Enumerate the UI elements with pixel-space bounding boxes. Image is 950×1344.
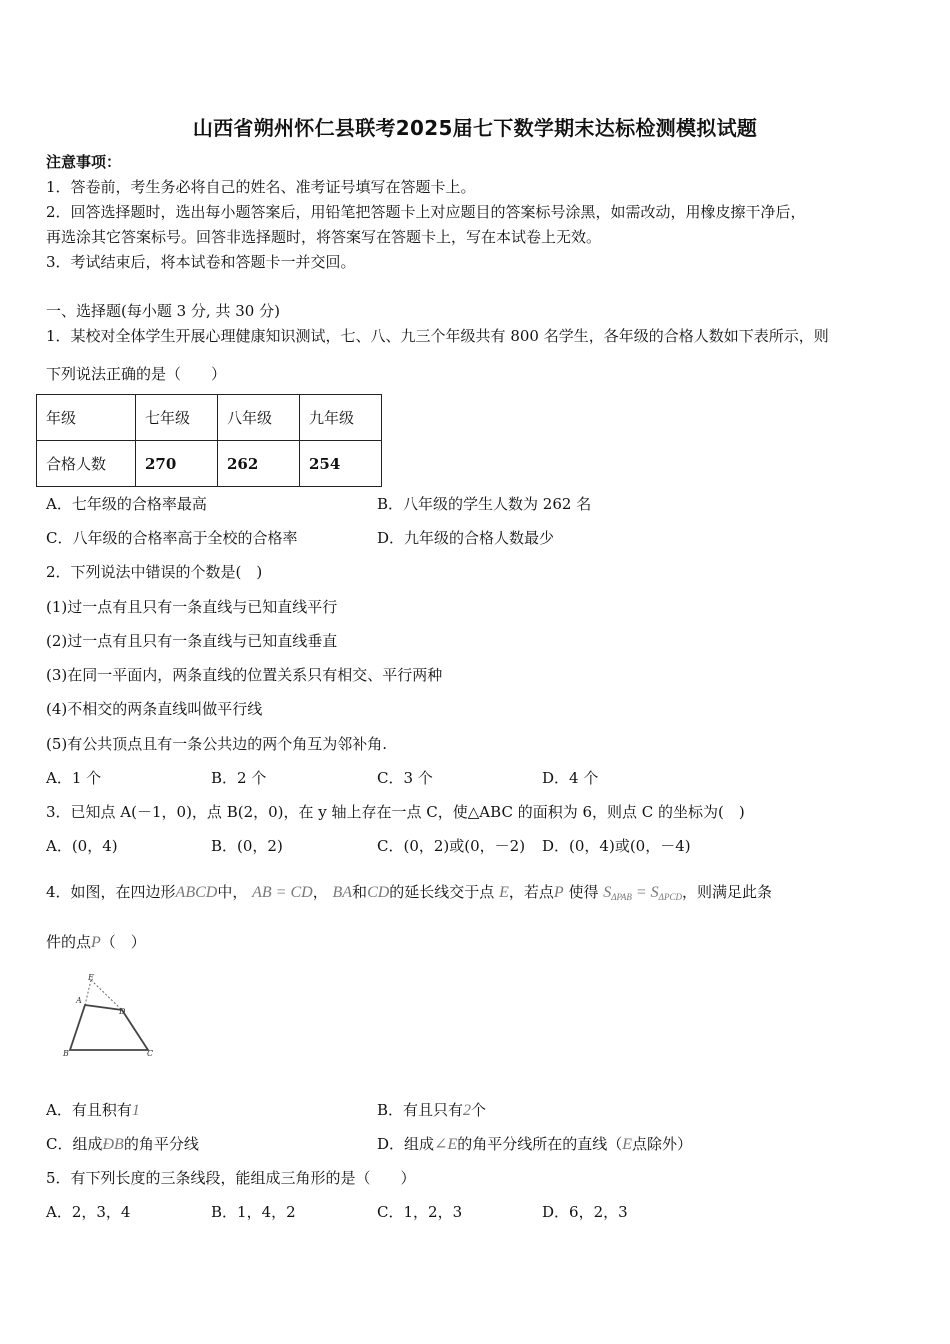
q3-option-d: D．(0，4)或(0，－4) [542, 837, 691, 855]
q1-option-b: B．八年级的学生人数为 262 名 [377, 495, 592, 513]
q4-text: 4．如图，在四边形 [46, 883, 176, 901]
math-s: S [603, 884, 612, 901]
math-ab-eq-cd: AB = CD [252, 884, 313, 901]
math-eq: = S [631, 884, 659, 901]
table-header-row [37, 395, 382, 441]
q4-text: 使得 [568, 883, 599, 901]
q2-option-d: D．4 个 [542, 769, 599, 787]
option-text: 点除外） [632, 1135, 693, 1153]
q4-option-a [46, 1100, 140, 1121]
extension-ba [85, 980, 91, 1005]
q4-text: ，则满足此条 [681, 883, 772, 901]
math-subscript: ΔPAB [611, 892, 632, 902]
q1-stem: 1．某校对全体学生开展心理健康知识测试，七、八、九三个年级共有 800 名学生，各年级的合格人数如下表所示，则 [46, 327, 829, 345]
q2-item: (4)不相交的两条直线叫做平行线 [46, 700, 263, 718]
note-item: 3．考试结束后，将本试卷和答题卡一并交回。 [46, 253, 356, 271]
q3-option-a: A．(0，4) [46, 837, 118, 855]
math-abcd: ABCD [175, 884, 218, 901]
math-subscript: ΔPCD [658, 892, 682, 902]
table-row [37, 441, 382, 487]
q5-option-b: B．1，4，2 [211, 1203, 296, 1221]
q2-option-c: C．3 个 [377, 769, 433, 787]
option-text: 个 [471, 1101, 487, 1119]
note-item: 1．答卷前，考生务必将自己的姓名、准考证号填写在答题卡上。 [46, 178, 476, 196]
math-e: E [622, 1136, 633, 1153]
q5-stem: 5．有下列长度的三条线段，能组成三角形的是（ ） [46, 1169, 416, 1187]
quadrilateral-figure [58, 970, 158, 1062]
q2-stem: 2．下列说法中错误的个数是( ) [46, 563, 263, 581]
q2-item: (3)在同一平面内，两条直线的位置关系只有相交、平行两种 [46, 666, 443, 684]
math-angle-b: ÐB [102, 1136, 124, 1153]
q1-stem-cont: 下列说法正确的是（ ） [46, 365, 227, 383]
q2-option-a: A．1 个 [46, 769, 102, 787]
table-cell: 合格人数 [37, 441, 136, 487]
option-text: 的角平分线 [123, 1135, 199, 1153]
math-one: 1 [131, 1102, 140, 1119]
q1-option-c: C．八年级的合格率高于全校的合格率 [46, 529, 298, 547]
label-b: B [63, 1049, 69, 1058]
notes-heading: 注意事项： [46, 153, 122, 171]
section-heading: 一、选择题(每小题 3 分, 共 30 分) [46, 302, 280, 320]
q4-option-b [377, 1100, 486, 1121]
table-cell: 七年级 [136, 395, 218, 441]
q5-option-d: D．6，2，3 [542, 1203, 628, 1221]
math-p: P [553, 884, 564, 901]
table-cell: 270 [136, 441, 218, 487]
q4-text: ， [312, 883, 328, 901]
table-cell: 年级 [37, 395, 136, 441]
option-text: B．有且只有 [377, 1101, 464, 1119]
exam-title: 山西省朔州怀仁县联考2025届七下数学期末达标检测模拟试题 [192, 116, 758, 140]
q3-option-b: B．(0，2) [211, 837, 283, 855]
option-text: C．组成 [46, 1135, 103, 1153]
q4-text: （ ） [100, 933, 146, 951]
q4-text: 的延长线交于点 [389, 883, 495, 901]
q2-item: (5)有公共顶点且有一条公共边的两个角互为邻补角. [46, 735, 388, 753]
q4-text: 和 [352, 883, 368, 901]
label-a: A [76, 996, 82, 1005]
math-cd: CD [367, 884, 390, 901]
q2-option-b: B．2 个 [211, 769, 267, 787]
math-e: E [499, 884, 509, 901]
math-p: P [91, 934, 101, 951]
q4-option-d [377, 1134, 692, 1155]
q2-item: (1)过一点有且只有一条直线与已知直线平行 [46, 598, 338, 616]
q1-option-a: A．七年级的合格率最高 [46, 495, 207, 513]
note-item: 再选涂其它答案标号。回答非选择题时，将答案写在答题卡上，写在本试卷上无效。 [46, 228, 602, 246]
q4-text: 中， [217, 883, 248, 901]
option-text: D．组成 [377, 1135, 435, 1153]
math-ba: BA [332, 884, 353, 901]
q5-option-c: C．1，2，3 [377, 1203, 463, 1221]
option-text: A．有且积有 [46, 1101, 132, 1119]
label-d: D [119, 1007, 126, 1016]
q4-text: 件的点 [46, 933, 92, 951]
quadrilateral-abcd [70, 1005, 148, 1050]
q1-option-d: D．九年级的合格人数最少 [377, 529, 555, 547]
q4-stem-cont [46, 932, 146, 953]
table-cell: 八年级 [218, 395, 300, 441]
math-two: 2 [463, 1102, 472, 1119]
q2-item: (2)过一点有且只有一条直线与已知直线垂直 [46, 632, 338, 650]
q4-text: ，若点 [508, 883, 554, 901]
q3-stem: 3．已知点 A(－1，0)，点 B(2，0)，在 y 轴上存在一点 C，使△ABC 的面积为 6，则点 C 的坐标为( ) [46, 803, 745, 821]
math-area-equation [603, 884, 682, 901]
grade-table [36, 394, 382, 487]
q5-option-a: A．2，3，4 [46, 1203, 131, 1221]
q3-option-c: C．(0，2)或(0，－2) [377, 837, 526, 855]
label-e: E [88, 973, 94, 982]
math-angle-e: ∠E [434, 1136, 458, 1153]
table-cell: 九年级 [300, 395, 382, 441]
q4-stem [46, 882, 772, 907]
table-cell: 254 [300, 441, 382, 487]
q4-option-c [46, 1134, 199, 1155]
table-cell: 262 [218, 441, 300, 487]
label-c: C [147, 1049, 154, 1058]
note-item: 2．回答选择题时，选出每小题答案后，用铅笔把答题卡上对应题目的答案标号涂黑，如需改动，用橡皮擦干净后， [46, 203, 806, 221]
option-text: 的角平分线所在的直线（ [457, 1135, 623, 1153]
